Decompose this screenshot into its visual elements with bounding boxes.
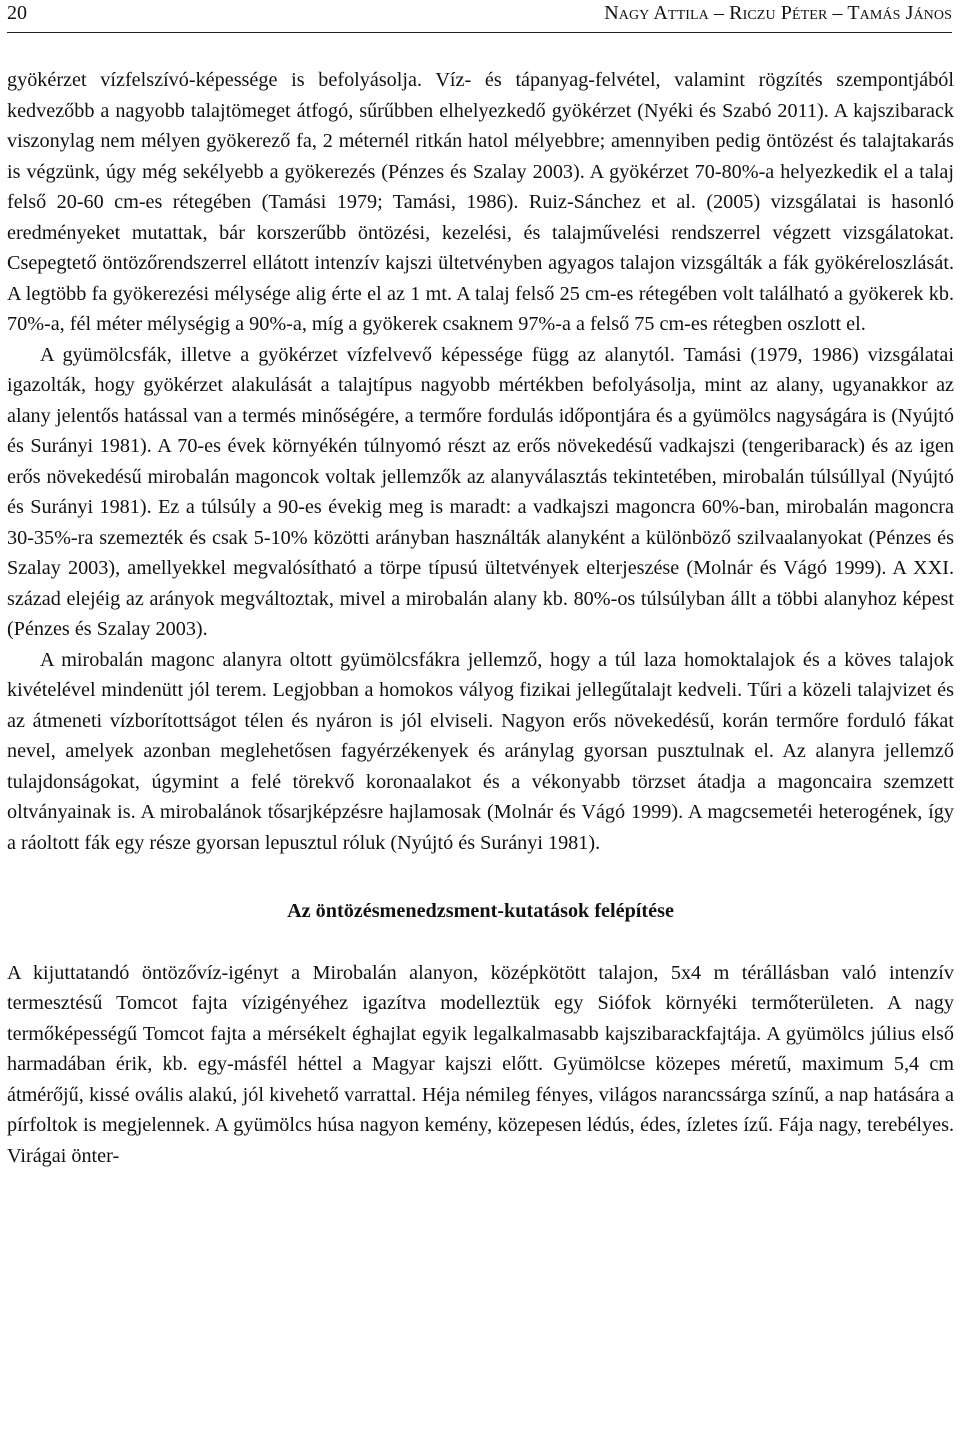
paragraph-3: A mirobalán magonc alanyra oltott gyümölcsfákra jellemző, hogy a túl laza homoktalajok és a köves talajok kivételével mindenütt jól terem. Legjobban a homokos vályog fizikai jellegűtalajt kedveli. Tűri a közeli talajvizet és az átmeneti vízborítottságot télen és nyáron is jól elviseli. Nagyon erős növekedésű, korán termőre forduló fákat nevel, amelyek azonban meglehetősen fagyérzékenyek és aránylag gyorsan pusztulnak el. Az alanyra jellemző tulajdonságokat, úgymint a felé törekvő koronaalakot és a vékonyabb törzset átadja a magoncaira szemzett oltványainak is. A mirobalánok tősarjképzésre hajlamosak (Molnár és Vágó 1999). A magcsemetéi heterogének, így a ráoltott fák egy része gyorsan lepusztul róluk (Nyújtó és Surányi 1981). [7,648,954,854]
running-head: Nagy Attila – Riczu Péter – Tamás János [604,2,952,24]
section-paragraph: A kijuttatandó öntözővíz-igényt a Mirobalán alanyon, középkötött talajon, 5x4 m térállásban való intenzív termesztésű Tomcot fajta vízigényéhez igazítva modelleztük egy Siófok környéki termőterületen. A nagy termőképességű Tomcot fajta a mérsékelt éghajlat egyik legalkalmasabb kajszibarackfajtája. A gyümölcs július első harmadában érik, kb. egy-másfél héttel a Magyar kajszi előtt. Gyümölcse közepes méretű, maximum 5,4 cm átmérőjű, kissé ovális alakú, jól kivehető varrattal. Héja némileg fényes, világos narancssárga színű, a nap hatására a pírfoltok is megjelennek. A gyümölcs húsa nagyon kemény, közepesen lédús, édes, ízletes ízű. Fája nagy, terebélyes. Virágai önter- [7,961,954,1167]
article-body [7,65,954,1171]
page-number: 20 [7,2,27,24]
paragraph-1: gyökérzet vízfelszívó-képessége is befolyásolja. Víz- és tápanyag-felvétel, valamint rögzítés szempontjából kedvezőbb a nagyobb talajtömeget átfogó, sűrűbben elhelyezkedő gyökérzet (Nyéki és Szabó 2011). A kajszibarack viszonylag nem mélyen gyökerező fa, 2 méternél ritkán hatol mélyebbre; amennyiben pedig öntözést és talajtakarás is végzünk, úgy még sekélyebb a gyökerezés (Pénzes és Szalay 2003). A gyökérzet 70-80%-a helyezkedik el a talaj felső 20-60 cm-es rétegében (Tamási 1979; Tamási, 1986). Ruiz-Sánchez et al. (2005) vizsgálatai is hasonló eredményeket mutattak, bár korszerűbb öntözési, kezelési, és talajművelési rendszerrel végzett vizsgálatokat. Csepegtető öntözőrendszerrel ellátott intenzív kajszi ültetvényben agyagos talajon vizsgálták a fák gyökéreloszlását. A legtöbb fa gyökerezési mélysége alig érte el az 1 mt. A talaj felső 25 cm-es rétegében volt található a gyökerek kb. 70%-a, fél méter mélységig a 90%-a, míg a gyökerek csaknem 97%-a a felső 75 cm-es rétegben oszlott el. [7,69,954,335]
section-heading: Az öntözésmenedzsment-kutatások felépítése [287,900,674,922]
paragraph-2: A gyümölcsfák, illetve a gyökérzet vízfelvevő képessége függ az alanytól. Tamási (1979, 1986) vizsgálatai igazolták, hogy gyökérzet alakulását a talajtípus nagyobb mértékben befolyásolja, mint az alany, ugyanakkor az alany jelentős hatással van a termés minőségére, a termőre fordulás időpontjára és a gyümölcs nagyságára is (Nyújtó és Surányi 1981). A 70-es évek környékén túlnyomó részt az erős növekedésű vadkajszi (tengeribarack) és az igen erős növekedésű mirobalán magoncok voltak jellemzők az alanyválasztás tekintetében, mirobalán túlsúllyal (Nyújtó és Surányi 1981). Ez a túlsúly a 90-es évekig meg is maradt: a vadkajszi magoncra 60%-ban, mirobalán magoncra 30-35%-ra szemezték és csak 5-10% közötti arányban használták alanyként a különböző szilvaalanyokat (Pénzes és Szalay 2003), amellyekkel megvalósítható a törpe típusú ültetvények elterjeszése (Molnár és Vágó 1999). A XXI. század elejéig az arányok megváltoztak, mivel a mirobalán alany kb. 80%-os túlsúlyban állt a többi alanyhoz képest (Pénzes és Szalay 2003). [7,343,954,640]
page-header [7,2,952,33]
